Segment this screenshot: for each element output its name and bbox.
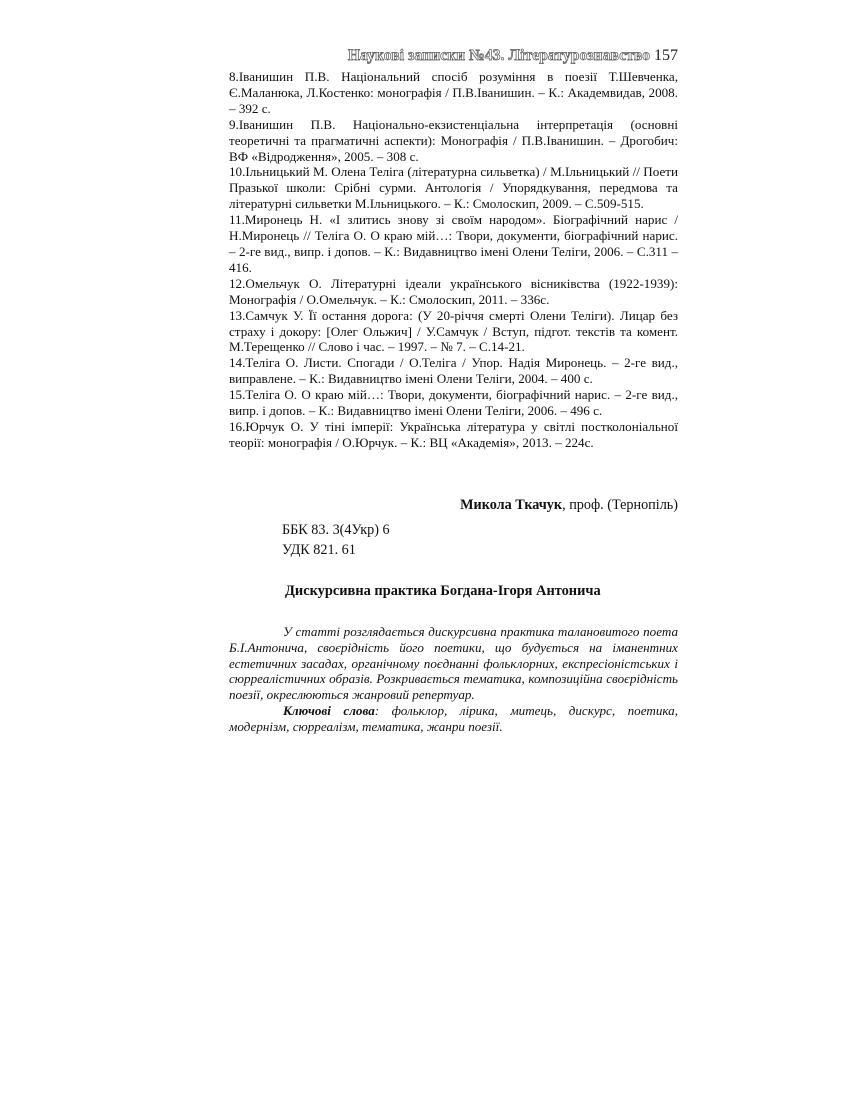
page-number: 157 xyxy=(654,47,678,64)
author-name: Микола Ткачук xyxy=(460,496,563,513)
abstract-block xyxy=(229,624,678,735)
reference-item: 16.Юрчук О. У тіні імперії: Українська література у світлі постколоніальної теорії: монографія / О.Юрчук. – К.: ВЦ «Академія», 2013. – 224с. xyxy=(229,418,678,450)
reference-item: 11.Миронець Н. «І злитись знову зі своїм народом». Біографічний нарис / Н.Миронець // Теліга О. О краю мій…: Твори, документи, біографічний нарис. – 2-ге вид., випр. і допов. – К.: Видавництво імені Олени Теліги, 2006. – С.311 – 416. xyxy=(229,212,678,275)
keywords-label: Ключові слова xyxy=(283,703,375,719)
classification-codes xyxy=(282,520,678,560)
journal-title: Наукові записки №43. Літературознавство xyxy=(347,47,651,64)
reference-item: 8.Іванишин П.В. Національний спосіб розуміння в поезії Т.Шевченка, Є.Маланюка, Л.Костенко: монографія / П.В.Іванишин. – К.: Академвидав, 2008. – 392 с. xyxy=(229,69,678,116)
running-header xyxy=(229,46,678,66)
reference-item: 14.Теліга О. Листи. Спогади / О.Теліга / Упор. Надія Миронець. – 2-ге вид., виправлене. – К.: Видавництво імені Олени Теліги, 2004. – 400 с. xyxy=(229,355,678,387)
keywords-text: : фольклор, лірика, митець, дискурс, поетика, модернізм, сюрреалізм, тематика, жанри поезії. xyxy=(229,703,678,735)
article-title: Дискурсивна практика Богдана-Ігоря Антонича xyxy=(285,582,601,599)
reference-item: 12.Омельчук О. Літературні ідеали українського вісниківства (1922-1939): Монографія / О.Омельчук. – К.: Смолоскип, 2011. – 336с. xyxy=(229,275,678,307)
reference-item: 9.Іванишин П.В. Національно-екзистенціальна інтерпретація (основні теоретичні та прагматичні аспекти): Монографія / П.В.Іванишин. – Дрогобич: ВФ «Відродження», 2005. – 308 с. xyxy=(229,116,678,164)
page xyxy=(229,46,678,735)
bbk-code: ББК 83. 3(4Укр) 6 xyxy=(282,521,390,538)
abstract-text: У статті розглядається дискурсивна практика талановитого поета Б.І.Антонича, своєрідність його поетики, що будується на іманентних естетичних засадах, органічному поєднанні фольклорних, експресіоністських і сюрреалістичних образів. Розкривається тематика, композиційна своєрідність поезії, окреслюються жанровий репертуар. xyxy=(229,623,678,703)
reference-item: 13.Самчук У. Її остання дорога: (У 20-річчя смерті Олени Теліги). Лицар без страху і докору: [Олег Ольжич] / У.Самчук / Вступ, підгот. текстів та комент. М.Терещенко // Слово і час. – 1997. – № 7. – С.14-21. xyxy=(229,307,678,355)
keywords xyxy=(229,703,678,735)
reference-item: 15.Теліга О. О краю мій…: Твори, документи, біографічний нарис. – 2-ге вид., випр. і допов. – К.: Видавництво імені Олени Теліги, 2006. – 496 с. xyxy=(229,387,678,419)
reference-list xyxy=(229,69,678,451)
reference-item: 10.Ільницький М. Олена Теліга (літературна сильветка) / М.Ільницький // Поети Празької школи: Срібні сурми. Антологія / Упорядкування, передмова та літературні сильветки М.Ільницького. – К.: Смолоскип, 2009. – С.509-515. xyxy=(229,164,678,212)
udk-code: УДК 821. 61 xyxy=(282,541,356,558)
author-line xyxy=(229,496,678,514)
author-affiliation: , проф. (Тернопіль) xyxy=(562,496,678,513)
